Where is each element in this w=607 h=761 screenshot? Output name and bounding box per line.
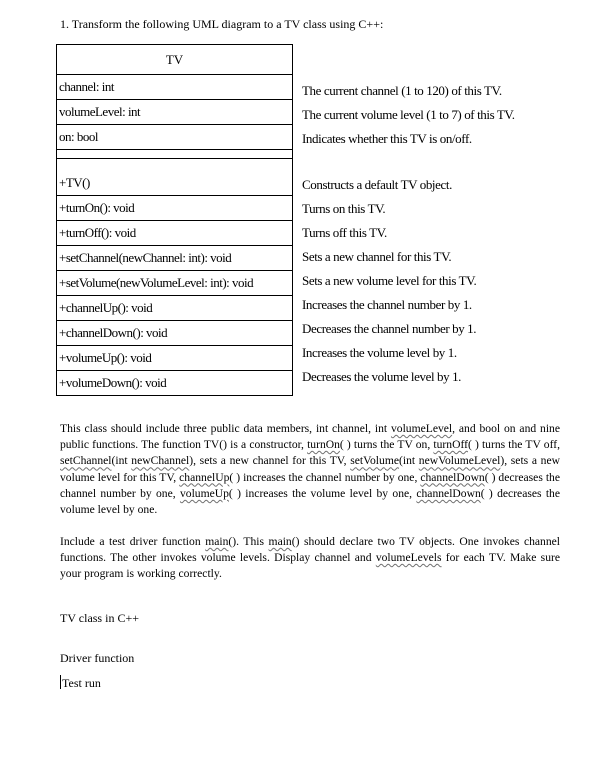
tv-class-section-label: TV class in C++ — [60, 611, 139, 625]
attribute-descriptions — [302, 79, 562, 151]
uml-class-name: TV — [57, 45, 292, 75]
method-description: Increases the volume level by 1. — [302, 345, 457, 360]
spellcheck-word: volumeUp — [179, 486, 229, 500]
method-description: Turns off this TV. — [302, 225, 387, 240]
method-description: Sets a new channel for this TV. — [302, 249, 452, 264]
uml-method: +setVolume(newVolumeLevel: int): void — [57, 271, 292, 296]
spellcheck-word: setChannel — [60, 454, 112, 468]
uml-method: +volumeUp(): void — [57, 346, 292, 371]
uml-class-box — [56, 44, 293, 396]
attribute-description: The current channel (1 to 120) of this TV. — [302, 83, 502, 98]
method-description: Sets a new volume level for this TV. — [302, 273, 477, 288]
uml-attribute: on: bool — [57, 125, 292, 150]
text-cursor — [60, 675, 61, 689]
spellcheck-word: channelDown — [416, 486, 481, 500]
uml-method: +turnOff(): void — [57, 221, 292, 246]
uml-attribute: channel: int — [57, 75, 292, 100]
class-description-paragraph: This class should include three public data members, int channel, int volumeLevel, and bool on and nine public functions. The function TV() is a constructor, turnOn( ) turns the TV on, turnOff( ) turns the TV off, setChannel(int newChannel), sets a new channel for this TV, setVolume(int newVolumeLevel), sets a new volume level for this TV, channelUp( ) increases the channel number by one, channelDown( ) decreases the channel number by one, volumeUp( ) increases the volume level by one, channelDown( ) decreases the volume level by one. — [60, 422, 561, 517]
method-descriptions — [302, 173, 562, 389]
spellcheck-word: volumeLevels — [375, 551, 442, 565]
spellcheck-word: main — [205, 535, 229, 548]
uml-method: +TV() — [57, 171, 292, 196]
uml-methods — [57, 159, 292, 395]
test-run-section[interactable] — [60, 675, 101, 691]
spellcheck-word: turnOn — [307, 438, 340, 452]
attribute-description: The current volume level (1 to 7) of this TV. — [302, 107, 515, 122]
method-description: Decreases the volume level by 1. — [302, 369, 462, 384]
uml-method: +channelUp(): void — [57, 296, 292, 321]
test-run-label: Test run — [62, 676, 101, 690]
uml-method: +volumeDown(): void — [59, 375, 167, 390]
driver-instructions-paragraph: Include a test driver function main(). This main() should declare two TV objects. One invokes channel functions. The other invokes volume levels. Display channel and volumeLevels for each TV. Make sure your program is working correctly. — [60, 535, 560, 581]
uml-attributes — [57, 75, 292, 159]
question-heading: 1. Transform the following UML diagram to a TV class using C++: — [60, 17, 384, 31]
spellcheck-word: newChannel — [131, 454, 190, 468]
uml-attribute: volumeLevel: int — [57, 100, 292, 125]
method-description: Constructs a default TV object. — [302, 177, 452, 192]
spellcheck-word: channelDown — [420, 470, 485, 484]
method-description: Decreases the channel number by 1. — [302, 321, 477, 336]
method-description: Turns on this TV. — [302, 201, 386, 216]
spellcheck-word: volumeLevel — [390, 422, 453, 435]
uml-method: +setChannel(newChannel: int): void — [57, 246, 292, 271]
spellcheck-word: main — [268, 535, 292, 548]
uml-method: +turnOn(): void — [57, 196, 292, 221]
driver-function-section-label: Driver function — [60, 651, 135, 665]
spellcheck-word: channelUp — [179, 470, 230, 484]
spellcheck-word: setVolume — [350, 454, 399, 468]
method-description: Increases the channel number by 1. — [302, 297, 472, 312]
spellcheck-word: newVolumeLevel — [418, 454, 501, 468]
uml-method: +channelDown(): void — [57, 321, 292, 346]
spellcheck-word: turnOff — [433, 438, 468, 452]
attribute-description: Indicates whether this TV is on/off. — [302, 131, 472, 146]
